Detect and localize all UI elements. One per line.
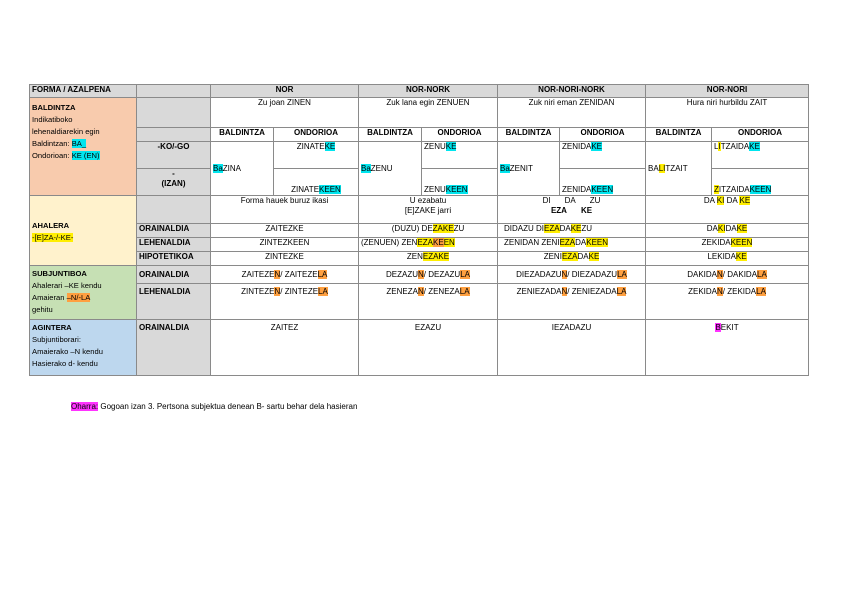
baldintza-example-nork: Zuk lana egin ZENUEN bbox=[359, 98, 498, 128]
ahalera-description: AHALERA -[E]ZA-/-KE- bbox=[30, 196, 137, 266]
ondorioa-nori-2: ZITZAIDAKEEN bbox=[712, 169, 809, 196]
baldintza-example-nor: Zu joan ZINEN bbox=[211, 98, 359, 128]
baldintza-example-nori-nork: Zuk niri eman ZENIDAN bbox=[498, 98, 646, 128]
ondorioa-nori-1: LITZAIDAKE bbox=[712, 142, 809, 169]
header-nor-nori-nork: NOR-NORI-NORK bbox=[498, 85, 646, 98]
baldintza-nork-form: BaZENU bbox=[359, 142, 422, 196]
ondorioa-nnn-2: ZENIDAKEEN bbox=[560, 169, 646, 196]
ahalera-orainaldia-row: ORAINALDIA ZAITEZKE (DUZU) DEZAKEZU DIDAZU DIEZADAKEZU DAKIDAKE bbox=[30, 224, 809, 238]
agintera-description: AGINTERA Subjuntiborari: Amaierako –N kendu Hasierako d- kendu bbox=[30, 320, 137, 376]
header-nor-nork: NOR-NORK bbox=[359, 85, 498, 98]
ondorioa-nork-2: ZENUKEEN bbox=[422, 169, 498, 196]
subjuntiboa-lehenaldia-row: LEHENALDIA ZINTEZEN/ ZINTEZELA ZENEZAN/ ZENEZALA ZENIEZADAN/ ZENIEZADALA ZEKIDAN/ ZEKIDALA bbox=[30, 284, 809, 320]
agintera-row: AGINTERA Subjuntiborari: Amaierako –N kendu Hasierako d- kendu ORAINALDIA ZAITEZ EZAZU IEZADAZU BEKIT bbox=[30, 320, 809, 376]
header-nor-nori: NOR-NORI bbox=[646, 85, 809, 98]
subjuntiboa-description: SUBJUNTIBOA Ahalerari –KE kendu Amaieran –N/-LA gehitu bbox=[30, 266, 137, 320]
ahalera-note-nor: Forma hauek buruz ikasi bbox=[211, 196, 359, 224]
izan-label: - (IZAN) bbox=[137, 169, 211, 196]
ahalera-note-nnn: DI DA ZU EZA KE bbox=[498, 196, 646, 224]
baldintza-subheader-row: BALDINTZA ONDORIOA BALDINTZA ONDORIOA BALDINTZA ONDORIOA BALDINTZA ONDORIOA bbox=[30, 128, 809, 142]
ahalera-note-nori: DA KI DA KE bbox=[646, 196, 809, 224]
ondorioa-nor-1: ZINATEKE bbox=[274, 142, 359, 169]
baldintza-description: BALDINTZA Indikatiboko lehenaldiarekin egin Baldintzan: BA_ Ondorioan: KE (EN) bbox=[30, 98, 137, 196]
baldintza-example-nori: Hura niri hurbildu ZAIT bbox=[646, 98, 809, 128]
footnote bbox=[71, 402, 357, 411]
header-nor: NOR bbox=[211, 85, 359, 98]
baldintza-nor-form: BaZINA bbox=[211, 142, 274, 196]
ondorioa-nnn-1: ZENIDAKE bbox=[560, 142, 646, 169]
header-forma: FORMA / AZALPENA bbox=[30, 85, 137, 98]
ondorioa-nork-1: ZENUKE bbox=[422, 142, 498, 169]
ahalera-hipotetikoa-row: HIPOTETIKOA ZINTEZKE ZENEZAKE ZENIEZADAKE LEKIDAKE bbox=[30, 252, 809, 266]
baldintza-nori-form: BALITZAIT bbox=[646, 142, 712, 196]
header-row bbox=[30, 85, 809, 98]
subjuntiboa-orainaldia-row: SUBJUNTIBOA Ahalerari –KE kendu Amaieran –N/-LA gehitu ORAINALDIA ZAITEZEN/ ZAITEZELA DEZAZUN/ DEZAZULA DIEZADAZUN/ DIEZADAZULA DAKIDAN/ DAKIDALA bbox=[30, 266, 809, 284]
footnote-text: Gogoan izan 3. Pertsona subjektua denean B- sartu behar dela hasieran bbox=[98, 402, 358, 411]
ahalera-note-nork: U ezabatu [E]ZAKE jarri bbox=[359, 196, 498, 224]
ondorioa-nor-2: ZINATEKEEN bbox=[274, 169, 359, 196]
baldintza-nnn-form: BaZENIT bbox=[498, 142, 560, 196]
ko-go-label: -KO/-GO bbox=[137, 142, 211, 169]
footnote-label: Oharra: bbox=[71, 402, 99, 411]
verb-forms-table bbox=[29, 84, 809, 376]
ahalera-lehenaldia-row: LEHENALDIA ZINTEZKEEN (ZENUEN) ZENEZAKEEN ZENIDAN ZENIEZADAKEEN ZEKIDAKEEN bbox=[30, 238, 809, 252]
